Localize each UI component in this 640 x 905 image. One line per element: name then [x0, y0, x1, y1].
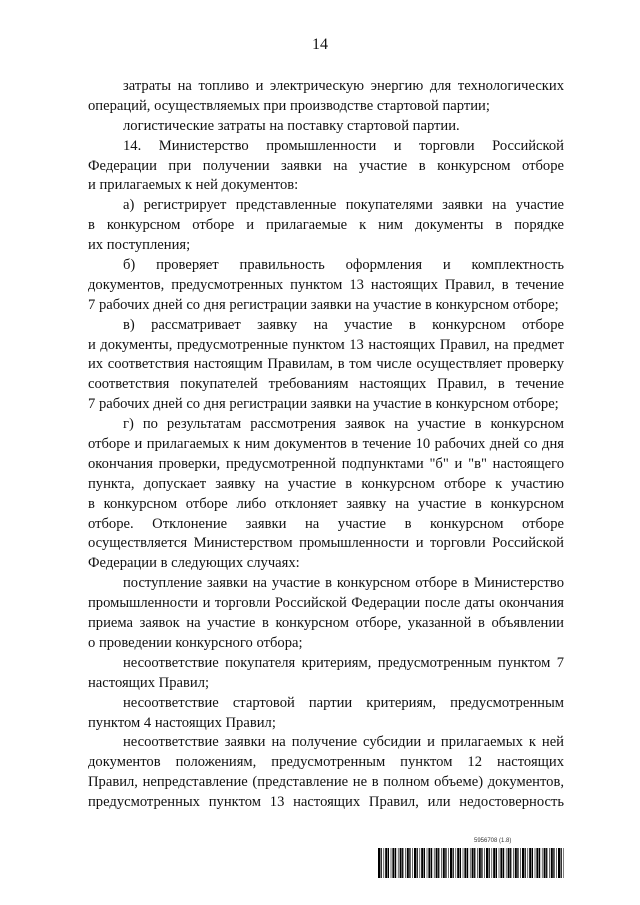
text-line: отборе и прилагаемых к ним документов в течение 10 рабочих дней со дня: [88, 436, 564, 453]
text-line: Правил, непредставление (представление не в полном объеме) документов,: [88, 774, 564, 791]
page-number: 14: [312, 36, 328, 53]
text-line: их соответствия настоящим Правилам, в том числе осуществляет проверку: [88, 356, 564, 373]
text-line: пунктом 4 настоящих Правил;: [88, 714, 276, 731]
text-line: промышленности и торговли Российской Федерации после даты окончания: [88, 595, 564, 612]
text-line: их поступления;: [88, 237, 191, 254]
text-line: о проведении конкурсного отбора;: [88, 634, 303, 651]
text-line: несоответствие покупателя критериям, предусмотренным пунктом 7: [123, 654, 564, 671]
text-line: и документы, предусмотренные пунктом 13 настоящих Правил, на предмет: [88, 336, 564, 353]
text-line: в конкурсном отборе либо отклоняет заявку на участие в конкурсном: [88, 495, 564, 512]
text-line: затраты на топливо и электрическую энергию для технологических: [123, 78, 564, 94]
text-line: операций, осуществляемых при производстве стартовой партии;: [88, 97, 490, 114]
text-line: документов положениям, предусмотренным пунктом 12 настоящих: [88, 754, 564, 771]
text-line: а) регистрирует представленные покупателями заявки на участие: [123, 197, 564, 214]
text-line: приема заявок на участие в конкурсном отборе, указанной в объявлении: [88, 615, 564, 632]
text-line: осуществляется Министерством промышленности и торговли Российской: [88, 535, 564, 552]
text-line: г) по результатам рассмотрения заявок на участие в конкурсном: [123, 416, 564, 433]
text-line: 14. Министерство промышленности и торговли Российской: [123, 137, 564, 154]
document-body: [88, 77, 564, 813]
text-line: 7 рабочих дней со дня регистрации заявки на участие в конкурсном отборе;: [88, 296, 559, 313]
text-line: поступление заявки на участие в конкурсном отборе в Министерство: [123, 575, 564, 592]
document-code: 5956708 (1.8): [474, 838, 512, 844]
text-line: в конкурсном отборе и прилагаемые к ним документы в порядке: [88, 217, 564, 234]
text-line: настоящих Правил;: [88, 674, 210, 691]
text-line: несоответствие стартовой партии критериям, предусмотренным: [123, 694, 564, 711]
text-line: отборе. Отклонение заявки на участие в конкурсном отборе: [88, 515, 564, 532]
text-line: б) проверяет правильность оформления и комплектность: [123, 257, 564, 274]
text-line: в) рассматривает заявку на участие в конкурсном отборе: [123, 316, 564, 333]
text-line: Федерации при получении заявки на участие в конкурсном отборе: [88, 157, 564, 174]
text-line: соответствия покупателей требованиям настоящих Правил, в течение: [88, 376, 564, 393]
barcode-image: [378, 848, 564, 878]
text-line: окончания проверки, предусмотренной подпунктами "б" и "в" настоящего: [88, 455, 564, 472]
text-line: и прилагаемых к ней документов:: [88, 177, 299, 194]
text-line: несоответствие заявки на получение субсидии и прилагаемых к ней: [123, 734, 564, 751]
text-line: документов, предусмотренных пунктом 13 настоящих Правил, в течение: [88, 276, 564, 293]
text-line: Федерации в следующих случаях:: [88, 555, 300, 572]
text-line: предусмотренных пунктом 13 настоящих Правил, или недостоверность: [88, 794, 564, 811]
text-line: логистические затраты на поставку стартовой партии.: [123, 117, 460, 134]
text-line: 7 рабочих дней со дня регистрации заявки на участие в конкурсном отборе;: [88, 396, 559, 413]
text-line: пункта, допускает заявку на участие в конкурсном отборе к участию: [88, 475, 564, 492]
